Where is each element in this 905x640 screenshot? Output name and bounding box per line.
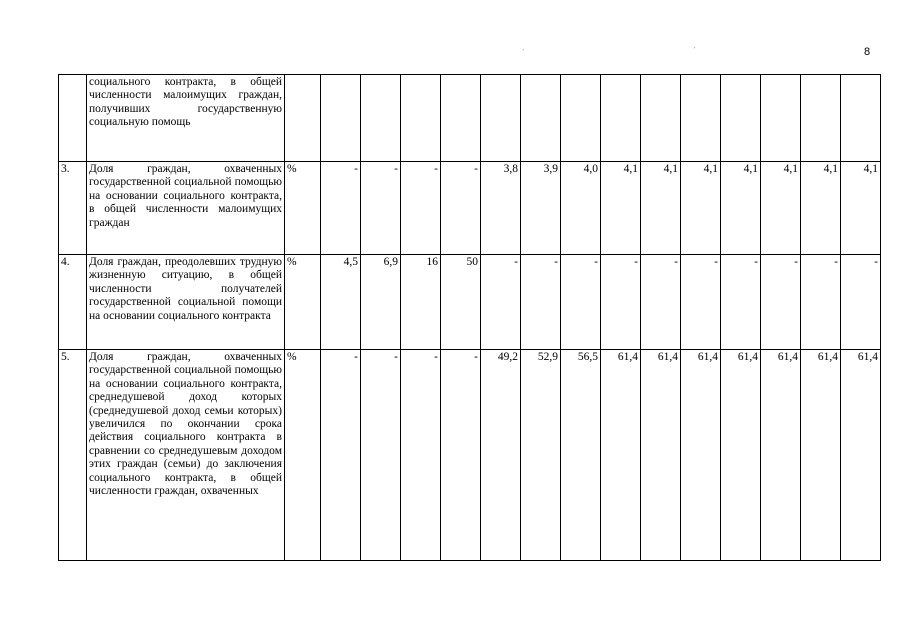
value-cell: - [801, 255, 841, 350]
table-row [59, 162, 881, 255]
value-cell [721, 75, 761, 162]
value-cell [481, 75, 521, 162]
unit-cell: % [285, 162, 321, 255]
value-cell: 4,1 [721, 162, 761, 255]
value-cell: 3,9 [521, 162, 561, 255]
value-cell: - [321, 350, 361, 561]
value-cell: 4,1 [601, 162, 641, 255]
value-cell: - [521, 255, 561, 350]
table-row [59, 350, 881, 561]
value-cell: - [481, 255, 521, 350]
indicators-table [58, 74, 881, 561]
value-cell: 61,4 [801, 350, 841, 561]
value-cell: 52,9 [521, 350, 561, 561]
indicator-name: Доля граждан, преодолевших трудную жизненную ситуацию, в общей численности получателей государственной социальной помощи на основании социального контракта [87, 255, 285, 350]
value-cell [841, 75, 881, 162]
value-cell: 4,1 [761, 162, 801, 255]
value-cell: - [601, 255, 641, 350]
value-cell [681, 75, 721, 162]
value-cell: - [361, 162, 401, 255]
value-cell: 4,5 [321, 255, 361, 350]
value-cell: 61,4 [681, 350, 721, 561]
value-cell [521, 75, 561, 162]
indicator-name: социального контракта, в общей численности малоимущих граждан, получивших государственную социальную помощь [87, 75, 285, 162]
value-cell: - [321, 162, 361, 255]
value-cell: - [641, 255, 681, 350]
value-cell: - [441, 350, 481, 561]
value-cell: - [841, 255, 881, 350]
value-cell: - [561, 255, 601, 350]
value-cell: - [761, 255, 801, 350]
row-number: 4. [59, 255, 87, 350]
value-cell: 61,4 [721, 350, 761, 561]
value-cell: 50 [441, 255, 481, 350]
row-number [59, 75, 87, 162]
value-cell: 4,1 [641, 162, 681, 255]
value-cell [361, 75, 401, 162]
value-cell: 61,4 [641, 350, 681, 561]
value-cell: 4,1 [801, 162, 841, 255]
value-cell: 16 [401, 255, 441, 350]
value-cell: - [401, 162, 441, 255]
indicator-name: Доля граждан, охваченных государственной социальной помощью на основании социального контракта, среднедушевой доход которых (среднедушевой доход семьи которых) увеличился по окончании срока действия социального контракта в сравнении со среднедушевым доходом этих граждан (семьи) до заключения социального контракта, в общей численности граждан, охваченных [87, 350, 285, 561]
table-row [59, 75, 881, 162]
value-cell: 6,9 [361, 255, 401, 350]
indicator-name: Доля граждан, охваченных государственной социальной помощью на основании социального контракта, в общей численности малоимущих граждан [87, 162, 285, 255]
value-cell [641, 75, 681, 162]
unit-cell: % [285, 350, 321, 561]
value-cell: - [401, 350, 441, 561]
value-cell: 61,4 [841, 350, 881, 561]
scan-speck: ˋ [522, 48, 525, 57]
value-cell: 3,8 [481, 162, 521, 255]
value-cell [801, 75, 841, 162]
value-cell [321, 75, 361, 162]
value-cell: 61,4 [601, 350, 641, 561]
value-cell: - [361, 350, 401, 561]
value-cell [441, 75, 481, 162]
unit-cell: % [285, 255, 321, 350]
value-cell: 61,4 [761, 350, 801, 561]
value-cell: - [681, 255, 721, 350]
table-body [59, 75, 881, 561]
scan-speck: ˊ [693, 46, 696, 55]
value-cell [601, 75, 641, 162]
value-cell: 56,5 [561, 350, 601, 561]
value-cell: 4,1 [841, 162, 881, 255]
value-cell: 49,2 [481, 350, 521, 561]
value-cell [401, 75, 441, 162]
unit-cell [285, 75, 321, 162]
value-cell: - [721, 255, 761, 350]
value-cell [561, 75, 601, 162]
row-number: 3. [59, 162, 87, 255]
value-cell: 4,1 [681, 162, 721, 255]
value-cell [761, 75, 801, 162]
table-row [59, 255, 881, 350]
value-cell: - [441, 162, 481, 255]
row-number: 5. [59, 350, 87, 561]
value-cell: 4,0 [561, 162, 601, 255]
page-number: 8 [864, 46, 871, 58]
